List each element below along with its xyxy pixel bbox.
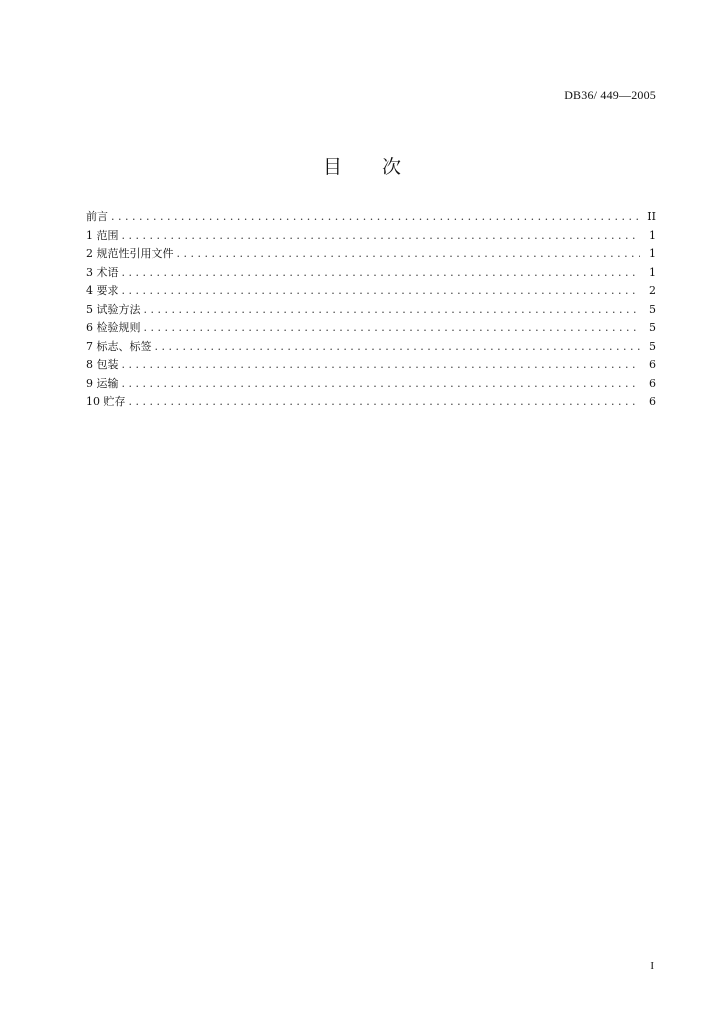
toc-list (86, 208, 656, 412)
page-number: I (650, 960, 654, 972)
toc-title: 目 次 (322, 156, 402, 178)
toc-entry-label: 2 规范性引用文件 (86, 247, 174, 260)
toc-entry-marking-labels[interactable] (86, 338, 656, 357)
toc-entry-label: 10 贮存 (86, 395, 126, 408)
toc-entry-inspection-rules[interactable] (86, 319, 656, 338)
toc-entry-page: 5 (649, 302, 656, 316)
toc-entry-label: 9 运输 (86, 376, 119, 390)
toc-entry-terms[interactable] (86, 264, 656, 283)
toc-leader-dots (111, 208, 640, 227)
toc-entry-scope[interactable] (86, 227, 656, 246)
toc-entry-storage[interactable] (86, 393, 656, 412)
toc-entry-page: II (647, 210, 656, 223)
toc-leader-dots (144, 319, 641, 338)
toc-leader-dots (177, 245, 641, 264)
toc-leader-dots (122, 227, 641, 246)
toc-entry-test-methods[interactable] (86, 301, 656, 320)
toc-entry-page: 6 (649, 395, 656, 408)
toc-entry-requirements[interactable] (86, 282, 656, 301)
toc-entry-page: 5 (649, 321, 656, 334)
toc-entry-label: 7 标志、标签 (86, 339, 152, 353)
toc-leader-dots (122, 375, 641, 394)
toc-entry-page: 1 (649, 228, 656, 242)
document-code: DB36/ 449—2005 (564, 88, 656, 102)
toc-leader-dots (122, 264, 641, 283)
toc-entry-page: 1 (649, 265, 656, 279)
toc-entry-normative-references[interactable] (86, 245, 656, 264)
toc-entry-foreword[interactable] (86, 208, 656, 227)
toc-entry-label: 1 范围 (86, 228, 119, 242)
toc-entry-packaging[interactable] (86, 356, 656, 375)
toc-entry-label: 4 要求 (86, 284, 119, 297)
toc-entry-label: 前言 (86, 210, 108, 223)
toc-leader-dots (122, 282, 641, 301)
toc-entry-label: 6 检验规则 (86, 321, 141, 334)
toc-leader-dots (155, 338, 641, 357)
toc-entry-page: 5 (649, 339, 656, 353)
toc-leader-dots (129, 393, 641, 412)
toc-entry-label: 5 试验方法 (86, 302, 141, 316)
toc-entry-page: 6 (649, 358, 656, 371)
toc-entry-page: 6 (649, 376, 656, 390)
toc-leader-dots (122, 356, 641, 375)
toc-entry-page: 2 (649, 284, 656, 297)
toc-entry-transport[interactable] (86, 375, 656, 394)
toc-entry-label: 8 包装 (86, 358, 119, 371)
toc-leader-dots (144, 301, 641, 320)
toc-entry-page: 1 (649, 247, 656, 260)
toc-entry-label: 3 术语 (86, 265, 119, 279)
